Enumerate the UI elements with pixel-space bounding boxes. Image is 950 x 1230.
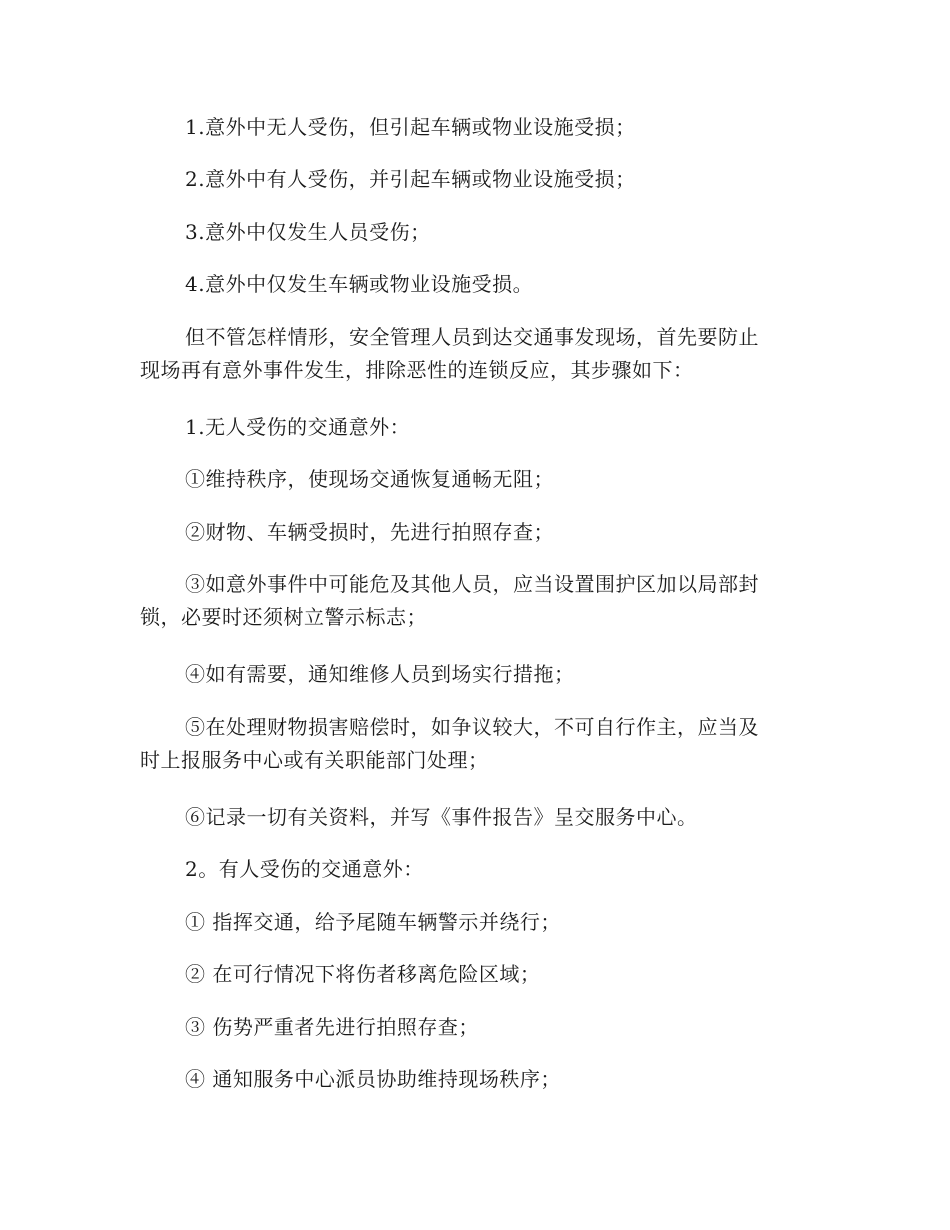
text-line: ④如有需要，通知维修人员到场实行措拖； bbox=[185, 662, 575, 686]
text-line: 2.意外中有人受伤，并引起车辆或物业设施受损； bbox=[185, 167, 636, 191]
step-5-compensation bbox=[140, 717, 805, 770]
text-line: 3.意外中仅发生人员受伤； bbox=[185, 220, 431, 244]
step-3-cordon-area bbox=[140, 574, 805, 627]
text-line: ④ 通知服务中心派员协助维持现场秩序； bbox=[185, 1067, 561, 1091]
paragraph-case-2 bbox=[140, 169, 850, 189]
text-line: 4.意外中仅发生车辆或物业设施受损。 bbox=[185, 272, 534, 296]
text-line: ①维持秩序，使现场交通恢复通畅无阻； bbox=[185, 467, 554, 491]
paragraph-case-4 bbox=[140, 274, 850, 294]
text-line: ⑤在处理财物损害赔偿时，如争议较大，不可自行作主，应当及 bbox=[185, 715, 759, 739]
text-line: 锁，必要时还须树立警示标志； bbox=[140, 605, 427, 629]
step-1-maintain-order bbox=[140, 469, 850, 489]
injury-step-3-photo-record bbox=[140, 1017, 850, 1037]
injury-step-1-direct-traffic bbox=[140, 912, 850, 932]
text-line: 时上报服务中心或有关职能部门处理； bbox=[140, 748, 489, 772]
text-line: 1.无人受伤的交通意外： bbox=[185, 415, 411, 439]
text-line: 但不管怎样情形，安全管理人员到达交通事发现场，首先要防止 bbox=[185, 325, 759, 349]
text-line: ① 指挥交通，给予尾随车辆警示并绕行； bbox=[185, 910, 561, 934]
step-2-photo-record bbox=[140, 522, 850, 542]
section-heading-with-injury bbox=[140, 859, 850, 879]
text-line: 1.意外中无人受伤，但引起车辆或物业设施受损； bbox=[185, 115, 636, 139]
section-heading-no-injury bbox=[140, 417, 850, 437]
paragraph-case-3 bbox=[140, 222, 850, 242]
step-6-record-report bbox=[140, 807, 850, 827]
text-line: ②财物、车辆受损时，先进行拍照存查； bbox=[185, 520, 554, 544]
text-line: 2。有人受伤的交通意外： bbox=[185, 857, 424, 881]
paragraph-case-1 bbox=[140, 117, 850, 137]
paragraph-intro-steps bbox=[140, 327, 805, 380]
text-line: ② 在可行情况下将伤者移离危险区域； bbox=[185, 962, 541, 986]
injury-step-4-notify-center bbox=[140, 1069, 850, 1089]
text-line: 现场再有意外事件发生，排除恶性的连锁反应，其步骤如下： bbox=[140, 358, 694, 382]
injury-step-2-move-injured bbox=[140, 964, 850, 984]
text-line: ⑥记录一切有关资料，并写《事件报告》呈交服务中心。 bbox=[185, 805, 698, 829]
text-line: ③如意外事件中可能危及其他人员，应当设置围护区加以局部封 bbox=[185, 572, 759, 596]
text-line: ③ 伤势严重者先进行拍照存查； bbox=[185, 1015, 479, 1039]
step-4-notify-repair bbox=[140, 664, 850, 684]
